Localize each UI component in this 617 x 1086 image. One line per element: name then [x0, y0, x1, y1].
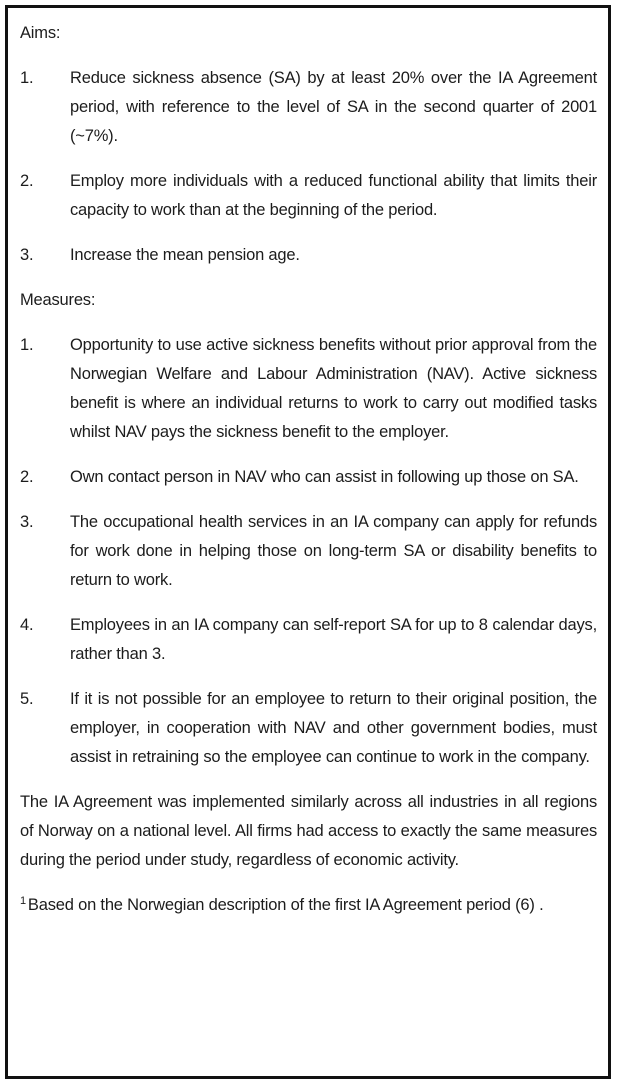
list-item	[20, 463, 597, 492]
item-text: Employees in an IA company can self-report SA for up to 8 calendar days, rather than 3.	[70, 616, 597, 663]
closing-paragraph: The IA Agreement was implemented similarly across all industries in all regions of Norway on a national level. All firms had access to exactly the same measures during the period under study, regardless of economic activity.	[20, 793, 597, 869]
ia-agreement-figure-box	[5, 5, 611, 1079]
list-item	[20, 167, 597, 225]
item-number: 3.	[20, 246, 34, 264]
measures-heading: Measures:	[20, 291, 96, 309]
item-text: Employ more individuals with a reduced functional ability that limits their capacity to work than at the beginning of the period.	[70, 172, 597, 219]
footnote-marker: 1	[20, 894, 26, 907]
footnote	[20, 891, 597, 920]
item-number: 2.	[20, 172, 34, 190]
list-item	[20, 611, 597, 669]
footnote-text: Based on the Norwegian description of the first IA Agreement period (6) .	[27, 896, 544, 914]
aims-list	[20, 64, 597, 270]
item-number: 5.	[20, 690, 34, 708]
measures-list	[20, 331, 597, 772]
item-text: Increase the mean pension age.	[70, 246, 300, 264]
item-number: 1.	[20, 336, 34, 354]
item-number: 4.	[20, 616, 34, 634]
item-text: The occupational health services in an IA company can apply for refunds for work done in helping those on long-term SA or disability benefits to return to work.	[70, 513, 597, 589]
item-text: Reduce sickness absence (SA) by at least 20% over the IA Agreement period, with reference to the level of SA in the second quarter of 2001 (~7%).	[70, 69, 597, 145]
item-number: 3.	[20, 513, 34, 531]
item-text: Opportunity to use active sickness benefits without prior approval from the Norwegian Welfare and Labour Administration (NAV). Active sickness benefit is where an individual returns to work to carry out modified tasks whilst NAV pays the sickness benefit to the employer.	[70, 336, 597, 441]
item-number: 1.	[20, 69, 34, 87]
item-text: If it is not possible for an employee to return to their original position, the employer, in cooperation with NAV and other government bodies, must assist in retraining so the employee can continue to work in the company.	[70, 690, 597, 766]
item-text: Own contact person in NAV who can assist in following up those on SA.	[70, 468, 579, 486]
aims-heading: Aims:	[20, 24, 61, 42]
item-number: 2.	[20, 468, 34, 486]
list-item	[20, 331, 597, 447]
list-item	[20, 64, 597, 151]
list-item	[20, 241, 597, 270]
list-item	[20, 685, 597, 772]
list-item	[20, 508, 597, 595]
